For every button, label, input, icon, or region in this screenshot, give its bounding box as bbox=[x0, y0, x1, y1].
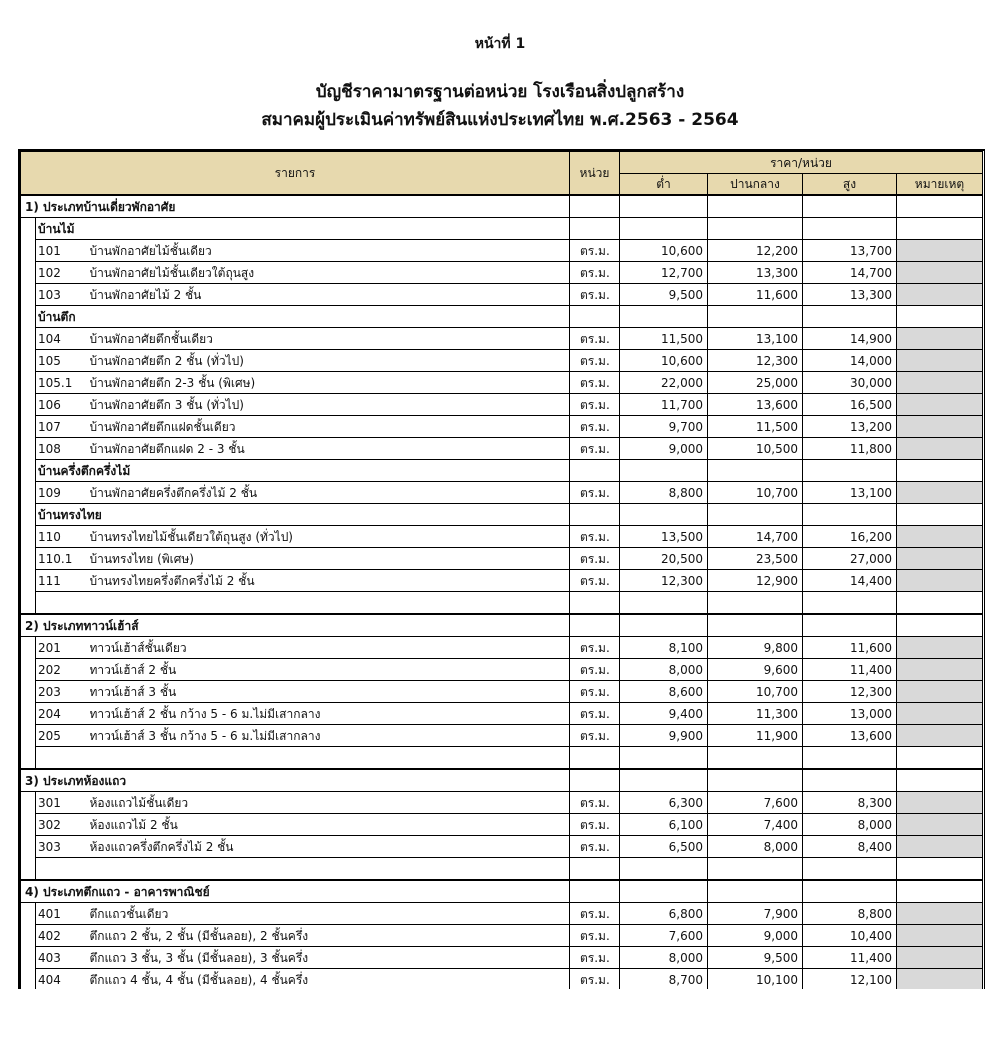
page-number: หน้าที่ 1 bbox=[474, 36, 526, 52]
price-mid: 9,800 bbox=[708, 637, 803, 659]
item-code: 302 bbox=[36, 814, 90, 836]
item-code: 105.1 bbox=[36, 372, 90, 394]
note-cell bbox=[897, 372, 983, 394]
blank-row bbox=[21, 592, 983, 615]
item-unit: ตร.ม. bbox=[570, 482, 620, 504]
price-mid: 9,000 bbox=[708, 925, 803, 947]
price-mid: 11,500 bbox=[708, 416, 803, 438]
section-row bbox=[21, 614, 983, 637]
note-cell bbox=[897, 725, 983, 747]
item-unit: ตร.ม. bbox=[570, 725, 620, 747]
table-row bbox=[21, 814, 983, 836]
document-title: บัญชีราคามาตรฐานต่อหน่วย โรงเรือนสิ่งปลูกสร้าง bbox=[315, 82, 685, 102]
price-low: 20,500 bbox=[620, 548, 708, 570]
price-low: 22,000 bbox=[620, 372, 708, 394]
item-code: 402 bbox=[36, 925, 90, 947]
price-mid: 12,200 bbox=[708, 240, 803, 262]
group-label: บ้านไม้ bbox=[36, 218, 570, 240]
note-cell bbox=[897, 969, 983, 990]
section-label: 2) ประเภททาวน์เฮ้าส์ bbox=[21, 614, 570, 637]
price-mid: 10,700 bbox=[708, 681, 803, 703]
item-code: 204 bbox=[36, 703, 90, 725]
table-row bbox=[21, 925, 983, 947]
item-unit: ตร.ม. bbox=[570, 681, 620, 703]
item-unit: ตร.ม. bbox=[570, 394, 620, 416]
price-low: 6,100 bbox=[620, 814, 708, 836]
price-high: 13,000 bbox=[803, 703, 897, 725]
table-row bbox=[21, 394, 983, 416]
item-unit: ตร.ม. bbox=[570, 570, 620, 592]
price-mid: 11,600 bbox=[708, 284, 803, 306]
price-low: 6,300 bbox=[620, 792, 708, 814]
item-code: 404 bbox=[36, 969, 90, 990]
table-row bbox=[21, 947, 983, 969]
price-low: 12,300 bbox=[620, 570, 708, 592]
price-high: 16,200 bbox=[803, 526, 897, 548]
item-name: ตึกแถว 4 ชั้น, 4 ชั้น (มีชั้นลอย), 4 ชั้นครึ่ง bbox=[90, 969, 570, 990]
price-mid: 9,600 bbox=[708, 659, 803, 681]
item-code: 201 bbox=[36, 637, 90, 659]
price-low: 9,900 bbox=[620, 725, 708, 747]
table-row bbox=[21, 659, 983, 681]
item-code: 104 bbox=[36, 328, 90, 350]
item-unit: ตร.ม. bbox=[570, 372, 620, 394]
item-code: 103 bbox=[36, 284, 90, 306]
note-cell bbox=[897, 240, 983, 262]
item-name: ห้องแถวไม้ชั้นเดียว bbox=[90, 792, 570, 814]
table-row bbox=[21, 240, 983, 262]
note-cell bbox=[897, 925, 983, 947]
price-low: 8,800 bbox=[620, 482, 708, 504]
price-high: 14,700 bbox=[803, 262, 897, 284]
price-high: 11,800 bbox=[803, 438, 897, 460]
header-mid: ปานกลาง bbox=[708, 174, 803, 196]
price-mid: 25,000 bbox=[708, 372, 803, 394]
item-unit: ตร.ม. bbox=[570, 903, 620, 925]
price-high: 13,200 bbox=[803, 416, 897, 438]
item-code: 107 bbox=[36, 416, 90, 438]
note-cell bbox=[897, 703, 983, 725]
item-name: ตึกแถว 2 ชั้น, 2 ชั้น (มีชั้นลอย), 2 ชั้นครึ่ง bbox=[90, 925, 570, 947]
price-low: 8,700 bbox=[620, 969, 708, 990]
price-mid: 9,500 bbox=[708, 947, 803, 969]
price-high: 12,100 bbox=[803, 969, 897, 990]
item-code: 109 bbox=[36, 482, 90, 504]
item-name: ตึกแถว 3 ชั้น, 3 ชั้น (มีชั้นลอย), 3 ชั้นครึ่ง bbox=[90, 947, 570, 969]
price-high: 16,500 bbox=[803, 394, 897, 416]
item-name: ทาวน์เฮ้าส์ 3 ชั้น กว้าง 5 - 6 ม.ไม่มีเสากลาง bbox=[90, 725, 570, 747]
group-row bbox=[21, 504, 983, 526]
note-cell bbox=[897, 681, 983, 703]
item-unit: ตร.ม. bbox=[570, 328, 620, 350]
price-high: 11,400 bbox=[803, 659, 897, 681]
group-label: บ้านทรงไทย bbox=[36, 504, 570, 526]
item-name: บ้านพักอาศัยตึกชั้นเดียว bbox=[90, 328, 570, 350]
price-high: 8,400 bbox=[803, 836, 897, 858]
table-row bbox=[21, 284, 983, 306]
item-name: ตึกแถวชั้นเดียว bbox=[90, 903, 570, 925]
note-cell bbox=[897, 438, 983, 460]
price-low: 10,600 bbox=[620, 350, 708, 372]
item-name: ทาวน์เฮ้าส์ 3 ชั้น bbox=[90, 681, 570, 703]
item-name: บ้านพักอาศัยไม้ชั้นเดียว bbox=[90, 240, 570, 262]
table-row bbox=[21, 903, 983, 925]
table-body bbox=[21, 195, 983, 989]
price-mid: 7,900 bbox=[708, 903, 803, 925]
item-code: 110.1 bbox=[36, 548, 90, 570]
note-cell bbox=[897, 570, 983, 592]
item-name: บ้านทรงไทยไม้ชั้นเดียวใต้ถุนสูง (ทั่วไป) bbox=[90, 526, 570, 548]
item-code: 102 bbox=[36, 262, 90, 284]
note-cell bbox=[897, 947, 983, 969]
item-name: บ้านทรงไทยครึ่งตึกครึ่งไม้ 2 ชั้น bbox=[90, 570, 570, 592]
table-row bbox=[21, 637, 983, 659]
table-row bbox=[21, 328, 983, 350]
item-code: 203 bbox=[36, 681, 90, 703]
blank-row bbox=[21, 858, 983, 881]
note-cell bbox=[897, 416, 983, 438]
header-item: รายการ bbox=[21, 152, 570, 196]
price-mid: 12,300 bbox=[708, 350, 803, 372]
note-cell bbox=[897, 637, 983, 659]
section-row bbox=[21, 880, 983, 903]
table-row bbox=[21, 262, 983, 284]
note-cell bbox=[897, 350, 983, 372]
price-high: 10,400 bbox=[803, 925, 897, 947]
price-high: 13,300 bbox=[803, 284, 897, 306]
item-name: ห้องแถวครึ่งตึกครึ่งไม้ 2 ชั้น bbox=[90, 836, 570, 858]
price-high: 13,100 bbox=[803, 482, 897, 504]
section-row bbox=[21, 195, 983, 218]
item-code: 106 bbox=[36, 394, 90, 416]
table-row bbox=[21, 836, 983, 858]
item-name: บ้านพักอาศัยตึก 2 ชั้น (ทั่วไป) bbox=[90, 350, 570, 372]
group-row bbox=[21, 460, 983, 482]
table-row bbox=[21, 570, 983, 592]
item-code: 301 bbox=[36, 792, 90, 814]
section-label: 3) ประเภทห้องแถว bbox=[21, 769, 570, 792]
price-low: 9,400 bbox=[620, 703, 708, 725]
item-name: บ้านพักอาศัยตึกแฝดชั้นเดียว bbox=[90, 416, 570, 438]
price-low: 8,600 bbox=[620, 681, 708, 703]
item-unit: ตร.ม. bbox=[570, 659, 620, 681]
price-low: 7,600 bbox=[620, 925, 708, 947]
document-subtitle: สมาคมผู้ประเมินค่าทรัพย์สินแห่งประเทศไทย พ.ศ.2563 - 2564 bbox=[261, 110, 739, 130]
item-name: บ้านพักอาศัยตึก 2-3 ชั้น (พิเศษ) bbox=[90, 372, 570, 394]
item-unit: ตร.ม. bbox=[570, 350, 620, 372]
item-code: 101 bbox=[36, 240, 90, 262]
header-note: หมายเหตุ bbox=[897, 174, 983, 196]
price-low: 8,100 bbox=[620, 637, 708, 659]
price-mid: 14,700 bbox=[708, 526, 803, 548]
item-name: บ้านพักอาศัยตึกแฝด 2 - 3 ชั้น bbox=[90, 438, 570, 460]
item-code: 105 bbox=[36, 350, 90, 372]
item-name: ห้องแถวไม้ 2 ชั้น bbox=[90, 814, 570, 836]
header-low: ต่ำ bbox=[620, 174, 708, 196]
price-high: 27,000 bbox=[803, 548, 897, 570]
price-table-sheet bbox=[18, 149, 985, 989]
group-label: บ้านตึก bbox=[36, 306, 570, 328]
item-unit: ตร.ม. bbox=[570, 526, 620, 548]
header-high: สูง bbox=[803, 174, 897, 196]
note-cell bbox=[897, 814, 983, 836]
item-unit: ตร.ม. bbox=[570, 703, 620, 725]
item-unit: ตร.ม. bbox=[570, 925, 620, 947]
item-code: 110 bbox=[36, 526, 90, 548]
item-unit: ตร.ม. bbox=[570, 792, 620, 814]
item-name: บ้านพักอาศัยครึ่งตึกครึ่งไม้ 2 ชั้น bbox=[90, 482, 570, 504]
price-mid: 13,600 bbox=[708, 394, 803, 416]
note-cell bbox=[897, 903, 983, 925]
price-high: 8,000 bbox=[803, 814, 897, 836]
price-mid: 10,500 bbox=[708, 438, 803, 460]
price-mid: 23,500 bbox=[708, 548, 803, 570]
table-row bbox=[21, 526, 983, 548]
price-high: 12,300 bbox=[803, 681, 897, 703]
item-unit: ตร.ม. bbox=[570, 969, 620, 990]
blank-row bbox=[21, 747, 983, 770]
price-low: 11,700 bbox=[620, 394, 708, 416]
item-unit: ตร.ม. bbox=[570, 284, 620, 306]
item-name: บ้านพักอาศัยไม้ 2 ชั้น bbox=[90, 284, 570, 306]
section-label: 4) ประเภทตึกแถว - อาคารพาณิชย์ bbox=[21, 880, 570, 903]
item-unit: ตร.ม. bbox=[570, 548, 620, 570]
table-row bbox=[21, 969, 983, 990]
price-high: 14,000 bbox=[803, 350, 897, 372]
price-high: 14,900 bbox=[803, 328, 897, 350]
item-code: 401 bbox=[36, 903, 90, 925]
item-unit: ตร.ม. bbox=[570, 814, 620, 836]
item-name: บ้านพักอาศัยไม้ชั้นเดียวใต้ถุนสูง bbox=[90, 262, 570, 284]
price-low: 11,500 bbox=[620, 328, 708, 350]
item-unit: ตร.ม. bbox=[570, 262, 620, 284]
price-mid: 11,900 bbox=[708, 725, 803, 747]
table-row bbox=[21, 703, 983, 725]
table-row bbox=[21, 725, 983, 747]
item-code: 403 bbox=[36, 947, 90, 969]
price-low: 12,700 bbox=[620, 262, 708, 284]
price-high: 14,400 bbox=[803, 570, 897, 592]
group-label: บ้านครึ่งตึกครึ่งไม้ bbox=[36, 460, 570, 482]
item-unit: ตร.ม. bbox=[570, 416, 620, 438]
note-cell bbox=[897, 394, 983, 416]
price-low: 8,000 bbox=[620, 947, 708, 969]
price-mid: 7,600 bbox=[708, 792, 803, 814]
price-mid: 13,100 bbox=[708, 328, 803, 350]
note-cell bbox=[897, 659, 983, 681]
item-code: 202 bbox=[36, 659, 90, 681]
item-name: บ้านทรงไทย (พิเศษ) bbox=[90, 548, 570, 570]
group-row bbox=[21, 306, 983, 328]
item-name: ทาวน์เฮ้าส์ 2 ชั้น bbox=[90, 659, 570, 681]
price-low: 9,700 bbox=[620, 416, 708, 438]
note-cell bbox=[897, 482, 983, 504]
header-unit: หน่วย bbox=[570, 152, 620, 196]
note-cell bbox=[897, 262, 983, 284]
note-cell bbox=[897, 548, 983, 570]
note-cell bbox=[897, 836, 983, 858]
item-name: บ้านพักอาศัยตึก 3 ชั้น (ทั่วไป) bbox=[90, 394, 570, 416]
price-low: 9,500 bbox=[620, 284, 708, 306]
price-low: 6,500 bbox=[620, 836, 708, 858]
table-row bbox=[21, 482, 983, 504]
price-mid: 10,700 bbox=[708, 482, 803, 504]
price-low: 13,500 bbox=[620, 526, 708, 548]
table-row bbox=[21, 792, 983, 814]
price-mid: 12,900 bbox=[708, 570, 803, 592]
price-high: 13,700 bbox=[803, 240, 897, 262]
section-row bbox=[21, 769, 983, 792]
section-label: 1) ประเภทบ้านเดี่ยวพักอาศัย bbox=[21, 195, 570, 218]
price-high: 11,600 bbox=[803, 637, 897, 659]
price-high: 13,600 bbox=[803, 725, 897, 747]
item-code: 108 bbox=[36, 438, 90, 460]
note-cell bbox=[897, 526, 983, 548]
item-code: 111 bbox=[36, 570, 90, 592]
price-low: 9,000 bbox=[620, 438, 708, 460]
price-mid: 8,000 bbox=[708, 836, 803, 858]
price-low: 10,600 bbox=[620, 240, 708, 262]
item-unit: ตร.ม. bbox=[570, 637, 620, 659]
table-row bbox=[21, 681, 983, 703]
item-unit: ตร.ม. bbox=[570, 947, 620, 969]
note-cell bbox=[897, 328, 983, 350]
table-row bbox=[21, 416, 983, 438]
price-mid: 10,100 bbox=[708, 969, 803, 990]
item-unit: ตร.ม. bbox=[570, 438, 620, 460]
price-mid: 7,400 bbox=[708, 814, 803, 836]
price-high: 11,400 bbox=[803, 947, 897, 969]
item-code: 303 bbox=[36, 836, 90, 858]
price-mid: 11,300 bbox=[708, 703, 803, 725]
price-low: 6,800 bbox=[620, 903, 708, 925]
price-high: 8,300 bbox=[803, 792, 897, 814]
table-row bbox=[21, 372, 983, 394]
header-price-per-unit: ราคา/หน่วย bbox=[620, 152, 983, 174]
table-row bbox=[21, 438, 983, 460]
item-name: ทาวน์เฮ้าส์ชั้นเดียว bbox=[90, 637, 570, 659]
group-row bbox=[21, 218, 983, 240]
item-unit: ตร.ม. bbox=[570, 240, 620, 262]
item-name: ทาวน์เฮ้าส์ 2 ชั้น กว้าง 5 - 6 ม.ไม่มีเสากลาง bbox=[90, 703, 570, 725]
price-high: 8,800 bbox=[803, 903, 897, 925]
price-high: 30,000 bbox=[803, 372, 897, 394]
table-row bbox=[21, 548, 983, 570]
note-cell bbox=[897, 284, 983, 306]
price-low: 8,000 bbox=[620, 659, 708, 681]
price-mid: 13,300 bbox=[708, 262, 803, 284]
item-code: 205 bbox=[36, 725, 90, 747]
table-row bbox=[21, 350, 983, 372]
item-unit: ตร.ม. bbox=[570, 836, 620, 858]
note-cell bbox=[897, 792, 983, 814]
price-table bbox=[20, 151, 983, 989]
